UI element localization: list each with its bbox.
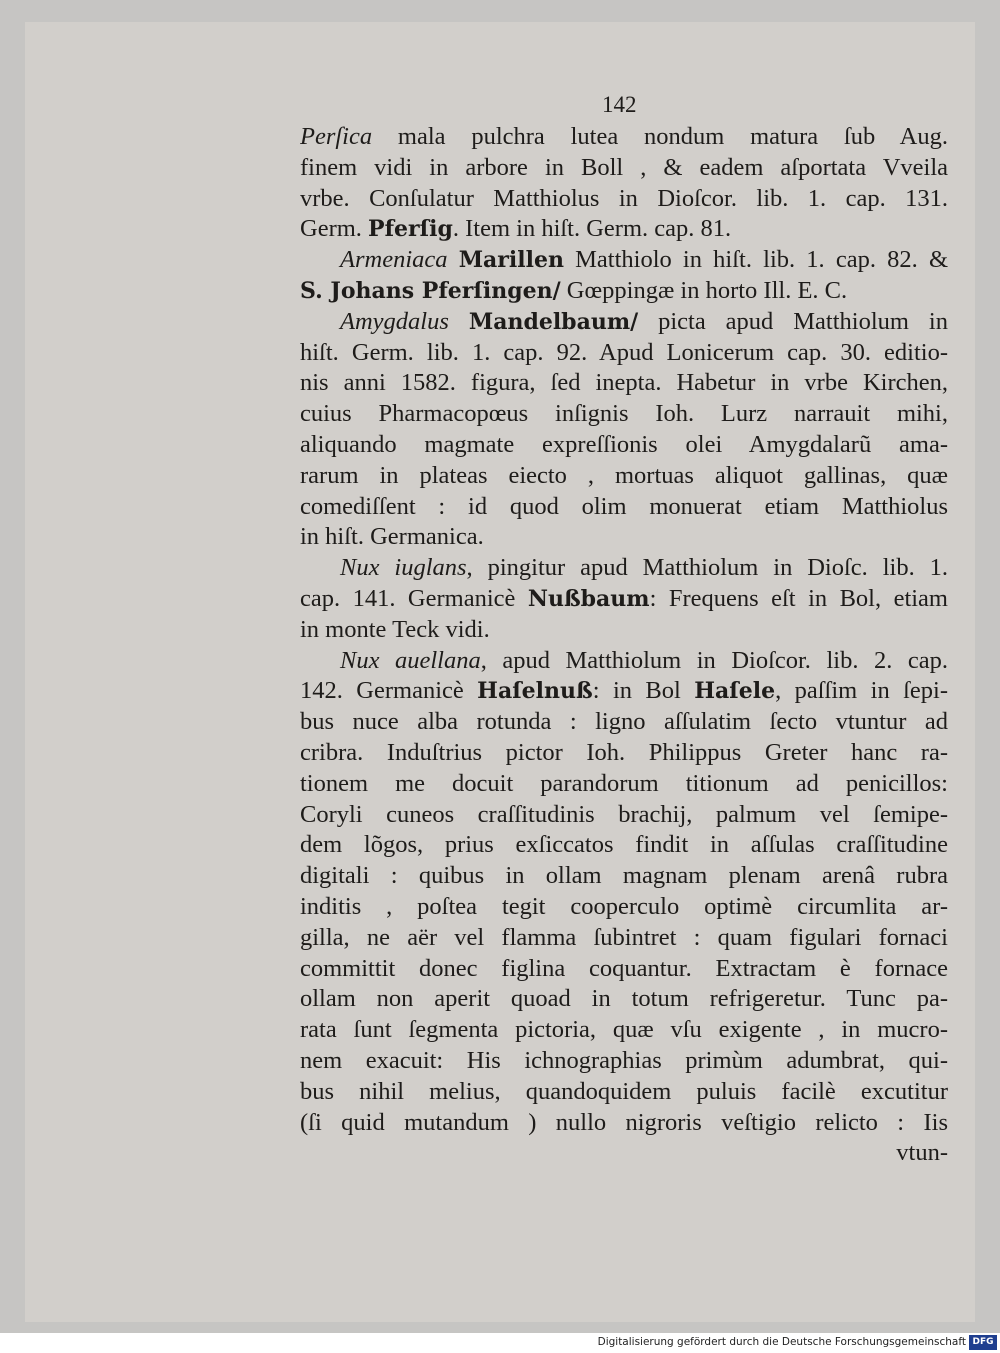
text-run: vtun- — [896, 1139, 948, 1167]
text-run: ollam non aperit quoad in totum refrigeretur. Tunc pa- — [300, 985, 948, 1013]
text-line — [300, 1015, 948, 1046]
italic-term: Nux iuglans — [340, 554, 467, 582]
text-run: (ſi quid mutandum ) nullo nigroris veſtigio relicto : Iis — [300, 1108, 948, 1136]
text-run: Gœppingæ in horto Ill. E. C. — [560, 276, 848, 304]
text-run: comediſſent : id quod olim monuerat etiam Matthiolus — [300, 492, 948, 520]
text-line — [300, 646, 948, 677]
fraktur-term: Mandelbaum/ — [468, 308, 639, 335]
text-run — [448, 246, 459, 273]
page-text — [300, 92, 948, 1169]
text-line — [300, 307, 948, 338]
text-line — [300, 553, 948, 584]
fraktur-term: Nußbaum — [527, 585, 650, 612]
text-line — [300, 954, 948, 985]
text-run: Germ. — [300, 215, 369, 243]
text-run: : in Bol — [592, 677, 695, 705]
text-line — [300, 184, 948, 215]
text-run: digitali : quibus in ollam magnam plenam arenâ rubra — [300, 862, 948, 890]
text-line — [300, 214, 948, 245]
text-run: Coryli cuneos craſſitudinis brachij, palmum vel ſemipe- — [300, 800, 948, 828]
text-run — [449, 308, 469, 335]
text-run: picta apud Matthiolum in — [638, 307, 948, 335]
text-run: committit donec figlina coquantur. Extractam è fornace — [300, 954, 948, 982]
text-line — [300, 1046, 948, 1077]
text-line — [300, 153, 948, 184]
text-line — [300, 984, 948, 1015]
text-run: , apud Matthiolum in Dioſcor. lib. 2. cap. — [480, 646, 948, 674]
text-run: rarum in plateas eiecto , mortuas aliquot gallinas, quæ — [300, 461, 948, 489]
text-run: gilla, ne aër vel flamma ſubintret : quam figulari fornaci — [300, 923, 948, 951]
fraktur-term: Pferſig — [368, 216, 453, 243]
text-run: mala pulchra lutea nondum matura ſub Aug. — [372, 123, 948, 150]
text-run: : Frequens eſt in Bol, etiam — [649, 584, 948, 612]
text-line — [300, 923, 948, 954]
text-run: bus nihil melius, quandoquidem puluis facilè excutitur — [300, 1077, 948, 1105]
text-line — [300, 430, 948, 461]
text-line — [300, 399, 948, 430]
italic-term: Amygdalus — [340, 307, 449, 335]
text-run: aliquando magmate expreſſionis olei Amygdalarũ ama- — [300, 430, 948, 458]
text-line — [300, 676, 948, 707]
text-line — [300, 492, 948, 523]
text-run: tionem me docuit parandorum titionum ad penicillos: — [300, 769, 948, 797]
text-line — [300, 892, 948, 923]
text-line — [300, 368, 948, 399]
text-line — [300, 769, 948, 800]
text-run: cap. 141. Germanicè — [300, 584, 528, 612]
text-line — [300, 338, 948, 369]
footer-bar — [0, 1333, 1000, 1353]
text-line — [300, 276, 948, 307]
text-line — [300, 522, 948, 553]
text-line — [300, 738, 948, 769]
text-run: nem exacuit: His ichnographias primùm adumbrat, qui- — [300, 1046, 948, 1074]
text-run: in monte Teck vidi. — [300, 615, 490, 643]
text-line — [300, 800, 948, 831]
text-run: in hiſt. Germanica. — [300, 523, 484, 551]
footer-credit: Digitalisierung gefördert durch die Deutsche Forschungsgemeinschaft — [597, 1336, 966, 1348]
text-run: 142. Germanicè — [300, 677, 478, 705]
fraktur-term: S. Johans Pferſingen/ — [300, 277, 561, 304]
text-line — [300, 707, 948, 738]
text-run: Matthiolo in hiſt. lib. 1. cap. 82. & — [563, 246, 948, 274]
italic-term: Armeniaca — [340, 246, 448, 274]
text-run: dem lõgos, prius exſiccatos findit in aſſulas craſſitudine — [300, 831, 948, 859]
text-run: hiſt. Germ. lib. 1. cap. 92. Apud Lonicerum cap. 30. editio- — [300, 338, 948, 366]
italic-term: Perſica — [300, 123, 373, 150]
text-line — [300, 122, 948, 153]
text-run: finem vidi in arbore in Boll , & eadem aſportata Vveila — [300, 153, 948, 181]
text-run: cribra. Induſtrius pictor Ioh. Philippus Greter hanc ra- — [300, 738, 948, 766]
text-line — [300, 830, 948, 861]
text-run: cuius Pharmacopœus inſignis Ioh. Lurz narrauit mihi, — [300, 400, 948, 428]
text-line — [300, 861, 948, 892]
text-run: . Item in hiſt. Germ. cap. 81. — [452, 215, 732, 243]
text-line — [300, 1108, 948, 1139]
text-run: inditis , poſtea tegit cooperculo optimè circumlita ar- — [300, 892, 948, 920]
text-run: , pingitur apud Matthiolum in Dioſc. lib. 1. — [466, 554, 948, 582]
italic-term: Nux auellana — [340, 646, 481, 674]
text-line — [300, 1138, 948, 1169]
text-run: vrbe. Conſulatur Matthiolus in Dioſcor. lib. 1. cap. 131. — [300, 184, 948, 212]
fraktur-term: Haſele — [694, 678, 776, 705]
fraktur-term: Marillen — [458, 247, 564, 274]
text-line — [300, 615, 948, 646]
text-run: rata ſunt ſegmenta pictoria, quæ vſu exigente , in mucro- — [300, 1016, 948, 1044]
text-line — [300, 584, 948, 615]
page-number: 142 — [602, 92, 637, 117]
dfg-logo: DFG — [969, 1335, 997, 1350]
text-run: bus nuce alba rotunda : ligno aſſulatim ſecto vtuntur ad — [300, 708, 948, 736]
text-run: , paſſim in ſepi- — [775, 677, 948, 705]
text-line — [300, 461, 948, 492]
fraktur-term: Haſelnuß — [477, 678, 593, 705]
text-line — [300, 245, 948, 276]
text-run: nis anni 1582. figura, ſed inepta. Habetur in vrbe Kirchen, — [300, 369, 948, 397]
text-line — [300, 1077, 948, 1108]
